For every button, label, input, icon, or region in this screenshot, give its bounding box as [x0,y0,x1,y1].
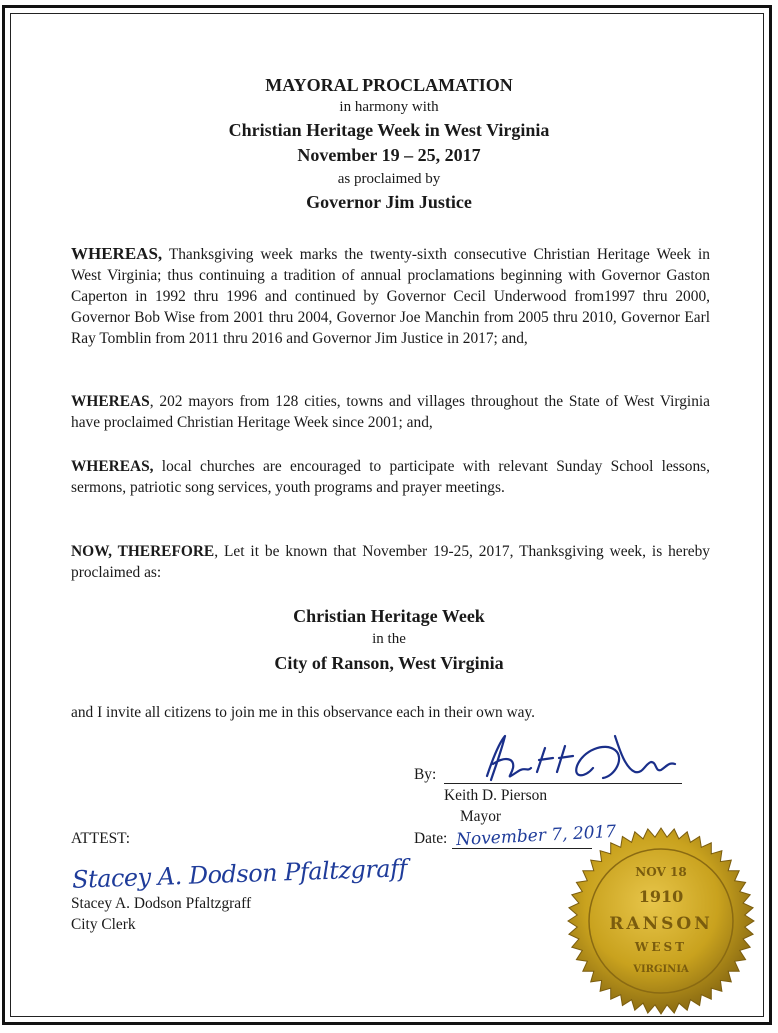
paragraph-text: , Let it be known that November 19-25, 2017, Thanksgiving week, is hereby proclaimed as: [71,543,710,581]
mayor-signature [465,728,690,788]
header-line2: as proclaimed by [337,171,441,187]
clerk-signature: Stacey A. Dodson Pfaltzgraff [71,854,408,894]
paragraph-lead: WHEREAS, [71,244,163,263]
paragraph-lead: WHEREAS, [71,458,154,475]
proclaimed-in: in the [372,631,406,647]
whereas-paragraph-2 [71,391,710,433]
attest-label: ATTEST: [71,830,131,847]
paragraph-lead: NOW, THEREFORE [71,543,215,560]
signer-title: Mayor [460,808,502,825]
event-dates: November 19 – 25, 2017 [297,145,481,165]
whereas-paragraph-3 [71,456,710,498]
seal-line-3: RANSON [609,914,713,934]
seal-line-4: WEST [634,940,688,954]
clerk-title: City Clerk [71,916,136,933]
signer-name: Keith D. Pierson [444,787,548,804]
date-label: Date: [414,830,448,847]
seal-line-1: NOV 18 [635,865,687,879]
proclaimed-name: Christian Heritage Week [293,606,485,626]
proclamation-title: MAYORAL PROCLAMATION [265,75,513,95]
invite-text: and I invite all citizens to join me in this observance each in their own way. [71,704,536,721]
gold-city-seal [566,826,756,1016]
whereas-paragraph-1 [71,243,710,349]
by-label: By: [414,766,437,783]
paragraph-lead: WHEREAS [71,393,150,410]
header-line1: in harmony with [339,99,439,115]
handwritten-date: November 7, 2017 [455,821,617,851]
seal-line-5: VIRGINIA [633,964,689,975]
seal-line-2: 1910 [638,887,684,906]
paragraph-text: Thanksgiving week marks the twenty-sixth consecutive Christian Heritage Week in West Virginia; thus continuing a tradition of annual proclamations beginning with Governor Gaston Caperton in 1992 thru 1996 and continued by Governor Cecil Underwood from1997 thru 2000, Governor Bob Wise from 2001 thru 2004, Governor Joe Manchin from 2005 thru 2010, Governor Earl Ray Tomblin from 2011 thru 2016 and Governor Jim Justice in 2017; and, [71,246,710,347]
paragraph-text: local churches are encouraged to participate with relevant Sunday School lessons, sermons, patriotic song services, youth programs and prayer meetings. [71,458,710,496]
governor-name: Governor Jim Justice [306,192,472,212]
event-name: Christian Heritage Week in West Virginia [228,120,550,140]
clerk-name: Stacey A. Dodson Pfaltzgraff [71,895,252,912]
therefore-paragraph [71,541,710,583]
paragraph-text: , 202 mayors from 128 cities, towns and villages throughout the State of West Virginia have proclaimed Christian Heritage Week since 2001; and, [71,393,710,431]
proclaimed-city: City of Ranson, West Virginia [274,653,504,673]
